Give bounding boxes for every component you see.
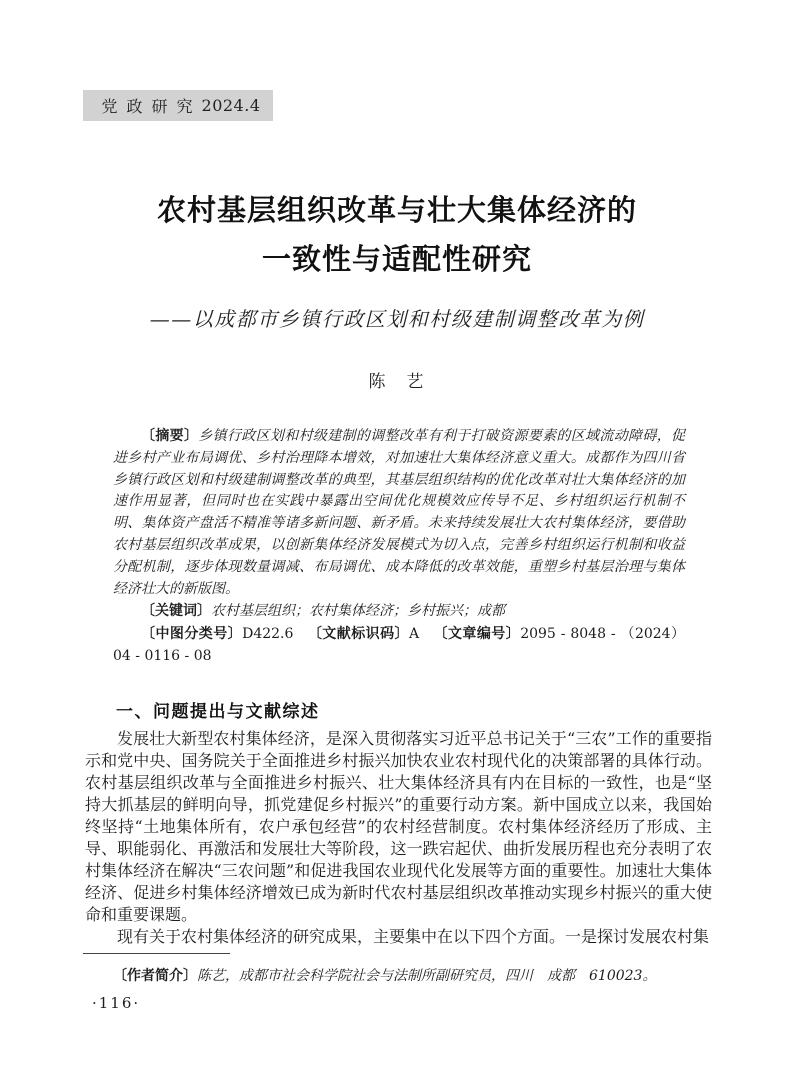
page-number: ·116· <box>92 994 141 1012</box>
journal-issue: 2024.4 <box>201 96 261 115</box>
doc-code-value: A <box>408 626 420 643</box>
clc-label: 〔中图分类号〕 <box>141 626 243 643</box>
journal-name: 党政研究 <box>101 97 202 116</box>
doc-code-label: 〔文献标识码〕 <box>307 626 409 643</box>
article-subtitle: ——以成都市乡镇行政区划和村级建制调整改革为例 <box>149 307 645 331</box>
keywords-line <box>113 601 685 623</box>
body-paragraph-2: 现有关于农村集体经济的研究成果，主要集中在以下四个方面。一是探讨发展农村集 <box>117 927 710 946</box>
classification-line <box>113 624 685 668</box>
article-id-label: 〔文章编号〕 <box>433 626 521 643</box>
clc-value: D422.6 <box>242 626 294 643</box>
abstract-label: 〔摘要〕 <box>141 428 199 444</box>
article-title-line2: 一致性与适配性研究 <box>261 242 532 276</box>
section-heading: 一、问题提出与文献综述 <box>116 702 320 722</box>
keywords-label: 〔关键词〕 <box>141 603 211 620</box>
body-text <box>85 728 712 948</box>
body-paragraph-1: 发展壮大新型农村集体经济，是深入贯彻落实习近平总书记关于“三农”工作的重要指示和党中央、国务院关于全面推进乡村振兴加快农业农村现代化的决策部署的具体行动。农村基层组织改革与全面推进乡村振兴、壮大集体经济具有内在目标的一致性，也是“坚持大抓基层的鲜明向导，抓党建促乡村振兴”的重要行动方案。新中国成立以来，我国始终坚持“土地集体所有，农户承包经营”的农村经营制度。农村集体经济经历了形成、主导、职能弱化、再激活和发展壮大等阶段，这一跌宕起伏、曲折发展历程也充分表明了农村集体经济在解决“三农问题”和促进我国农业现代化发展等方面的重要性。加速壮大集体经济、促进乡村集体经济增效已成为新时代农村基层组织改革推动实现乡村振兴的重大使命和重要课题。 <box>85 729 712 924</box>
abstract-block <box>113 426 685 668</box>
author-bio-text: 陈艺，成都市社会科学院社会与法制所副研究员，四川 成都 610023。 <box>197 968 657 984</box>
article-id-value: 2095 - 8048 - （2024） 04 - 0116 - 08 <box>113 626 686 664</box>
article-title-line1: 农村基层组织改革与壮大集体经济的 <box>156 193 637 227</box>
author-bio-label: 〔作者简介〕 <box>113 968 197 984</box>
article-title <box>0 186 794 284</box>
footnote-divider <box>83 953 230 954</box>
abstract-text: 乡镇行政区划和村级建制的调整改革有利于打破资源要素的区域流动障碍，促进乡村产业布局调优、乡村治理降本增效，对加速壮大集体经济意义重大。成都作为四川省乡镇行政区划和村级建制调整改革的典型，其基层组织结构的优化改革对壮大集体经济的加速作用显著，但同时也在实践中暴露出空间优化规模效应传导不足、乡村组织运行机制不明、集体资产盘活不精准等诸多新问题、新矛盾。未来持续发展壮大农村集体经济，要借助农村基层组织改革成果，以创新集体经济发展模式为切入点，完善乡村组织运行机制和收益分配机制，逐步体现数量调减、布局调优、成本降低的改革效能，重塑乡村基层治理与集体经济壮大的新版图。 <box>113 428 686 597</box>
author-bio-line <box>113 966 713 987</box>
journal-badge <box>83 90 273 121</box>
abstract-paragraph <box>113 426 685 600</box>
keywords-text: 农村基层组织；农村集体经济；乡村振兴；成都 <box>211 603 505 620</box>
author-name: 陈 艺 <box>368 372 426 392</box>
